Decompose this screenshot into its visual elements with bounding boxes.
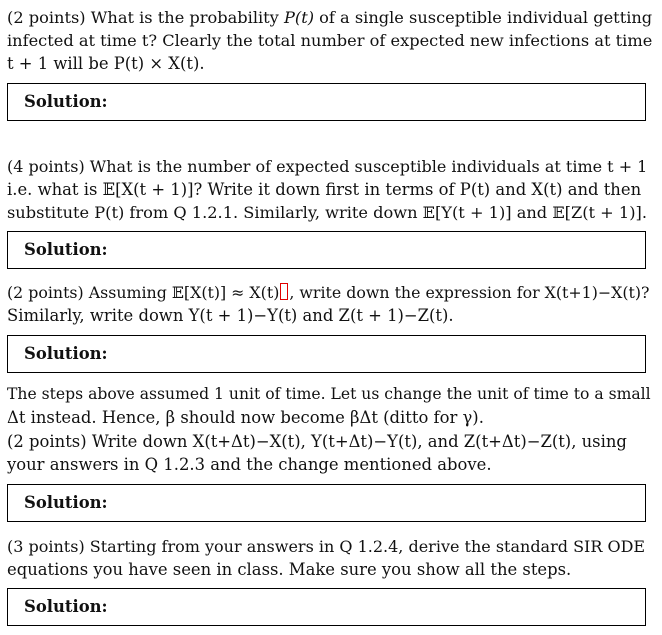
solution-label: Solution: [24, 597, 108, 616]
intro-line-2: Δt instead. Hence, β should now become βΔt (ditto for γ). [7, 408, 484, 427]
question-5-line-1: (3 points) Starting from your answers in Q 1.2.4, derive the standard SIR ODE [7, 537, 646, 556]
solution-box-1[interactable] [7, 83, 646, 121]
question-4-points: (2 points) [7, 432, 87, 451]
question-2-line-1: (4 points) What is the number of expected susceptible individuals at time t + 1 [7, 157, 648, 176]
solution-label: Solution: [24, 493, 108, 512]
question-3 [7, 281, 652, 327]
solution-box-4[interactable] [7, 484, 646, 522]
time-step-intro [7, 383, 652, 429]
question-2-line-3: substitute P(t) from Q 1.2.1. Similarly, write down 𝔼[Y(t + 1)] and 𝔼[Z(t + 1)]. [7, 203, 647, 222]
question-5-points: (3 points) [7, 537, 85, 556]
question-1-line-2: infected at time t? Clearly the total number of expected new infections at time [7, 31, 653, 50]
question-3-points: (2 points) [7, 283, 84, 302]
question-5-line-2: equations you have seen in class. Make sure you show all the steps. [7, 560, 572, 579]
solution-label: Solution: [24, 92, 108, 111]
question-2 [7, 155, 652, 224]
text-cursor-marker [280, 283, 288, 300]
solution-label: Solution: [24, 344, 108, 363]
solution-label: Solution: [24, 240, 108, 259]
question-3-line-2: Similarly, write down Y(t + 1)−Y(t) and Z(t + 1)−Z(t). [7, 306, 454, 325]
question-1-line-1: (2 points) What is the probability P(t) of a single susceptible individual getting [7, 8, 653, 27]
question-4 [7, 430, 652, 476]
question-1 [7, 6, 652, 75]
solution-box-3[interactable] [7, 335, 646, 373]
question-1-line-3: t + 1 will be P(t) × X(t). [7, 54, 205, 73]
question-4-line-2: your answers in Q 1.2.3 and the change mentioned above. [7, 455, 492, 474]
question-4-line-1: (2 points) Write down X(t+Δt)−X(t), Y(t+Δt)−Y(t), and Z(t+Δt)−Z(t), using [7, 432, 627, 451]
intro-line-1: The steps above assumed 1 unit of time. Let us change the unit of time to a small [7, 385, 651, 403]
question-5 [7, 535, 652, 581]
question-3-line-1: (2 points) Assuming 𝔼[X(t)] ≈ X(t) , write down the expression for X(t+1)−X(t)? [7, 283, 650, 302]
question-2-points: (4 points) [7, 157, 85, 176]
question-1-points: (2 points) [7, 8, 86, 27]
solution-box-5[interactable] [7, 588, 646, 626]
probability-function: P(t) [283, 8, 315, 27]
question-2-line-2: i.e. what is 𝔼[X(t + 1)]? Write it down first in terms of P(t) and X(t) and then [7, 180, 642, 199]
solution-box-2[interactable] [7, 231, 646, 269]
